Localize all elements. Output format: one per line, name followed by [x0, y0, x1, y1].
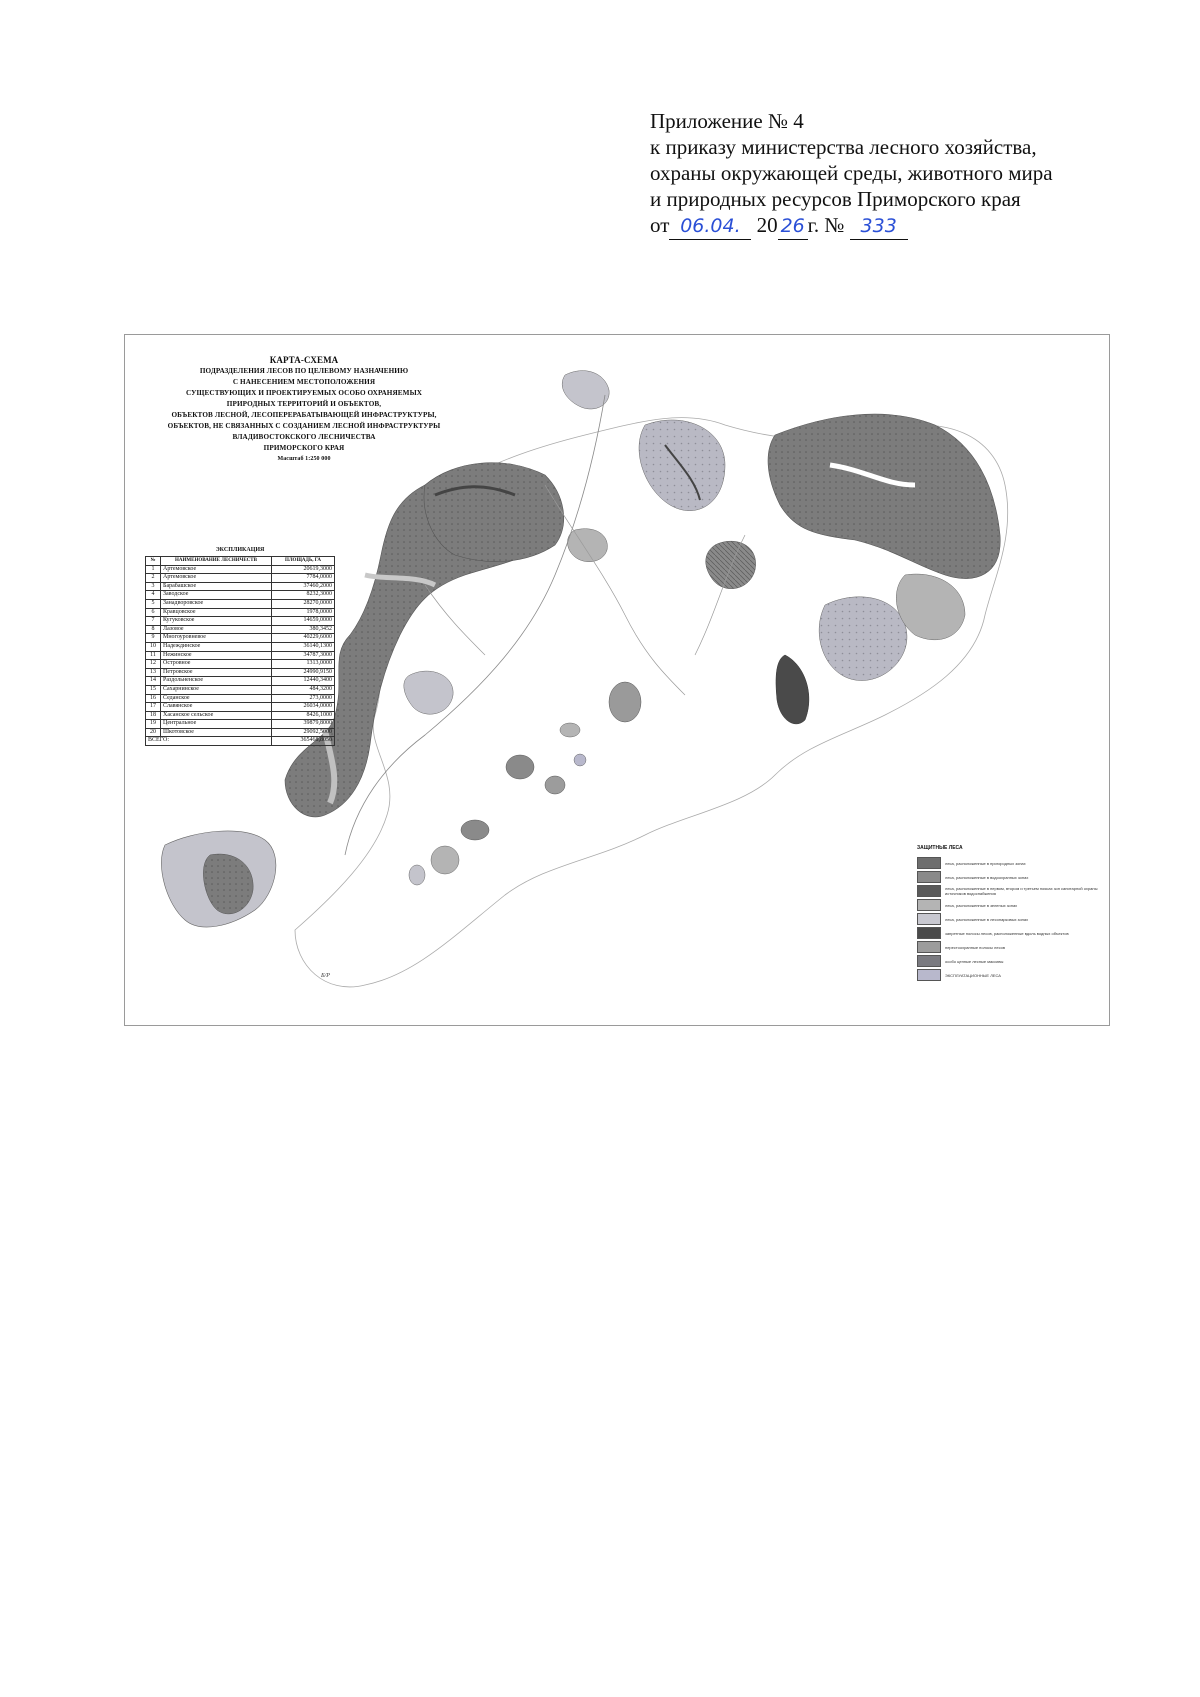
forestry-name: Раздольненское — [161, 677, 272, 686]
row-number: 5 — [146, 599, 161, 608]
legend-swatch — [917, 899, 941, 911]
legend-item — [917, 912, 1107, 926]
area-value: 26034,0000 — [272, 703, 335, 712]
table-row — [146, 728, 335, 737]
table-row — [146, 685, 335, 694]
date-prefix: от — [650, 213, 670, 237]
map-title-line: ОБЪЕКТОВ ЛЕСНОЙ, ЛЕСОПЕРЕРАБАТЫВАЮЩЕЙ ИНФРАСТРУКТУРЫ, — [171, 411, 437, 419]
forestry-name: Заводское — [161, 591, 272, 600]
table-row — [146, 694, 335, 703]
row-number: 2 — [146, 574, 161, 583]
row-number: 1 — [146, 565, 161, 574]
legend-item — [917, 926, 1107, 940]
legend-title: ЗАЩИТНЫЕ ЛЕСА — [917, 845, 963, 851]
area-value: 36140,1300 — [272, 642, 335, 651]
forestry-name: Кравцовское — [161, 608, 272, 617]
map-legend — [917, 845, 1107, 982]
forestry-name: Артемовское — [161, 565, 272, 574]
map-title-line: ОБЪЕКТОВ, НЕ СВЯЗАННЫХ С СОЗДАНИЕМ ЛЕСНОЙ ИНФРАСТРУКТУРЫ — [167, 422, 441, 430]
map-title-line: С НАНЕСЕНИЕМ МЕСТОПОЛОЖЕНИЯ — [232, 378, 376, 386]
legend-label: запретные полосы лесов, расположенные вдоль водных объектов — [945, 930, 1069, 936]
forestry-name: Островное — [161, 660, 272, 669]
row-number: 9 — [146, 634, 161, 643]
row-number: 11 — [146, 651, 161, 660]
table-row — [146, 720, 335, 729]
map-title: КАРТА-СХЕМА — [269, 355, 339, 365]
legend-swatch — [917, 941, 941, 953]
legend-swatch — [917, 969, 941, 981]
row-number: 3 — [146, 582, 161, 591]
table-row — [146, 634, 335, 643]
row-number: 18 — [146, 711, 161, 720]
legend-items — [917, 856, 1107, 982]
area-value: 40229,6000 — [272, 634, 335, 643]
appendix-number: Приложение № 4 — [650, 109, 804, 133]
explication-table-block — [145, 547, 335, 746]
legend-item — [917, 940, 1107, 954]
order-date-line — [650, 212, 1170, 240]
area-value: 8232,3000 — [272, 591, 335, 600]
row-number: 10 — [146, 642, 161, 651]
forestry-name: Славянское — [161, 703, 272, 712]
handwritten-year: 26 — [778, 213, 808, 240]
area-value: 28270,0000 — [272, 599, 335, 608]
row-number: 8 — [146, 625, 161, 634]
area-value: 1978,0000 — [272, 608, 335, 617]
forestry-name: Лазовое — [161, 625, 272, 634]
forestry-name: Седанское — [161, 694, 272, 703]
explication-title: ЭКСПЛИКАЦИЯ — [215, 547, 265, 553]
table-row — [146, 711, 335, 720]
order-number-mark: г. № — [807, 213, 845, 237]
table-row — [146, 642, 335, 651]
table-row — [146, 625, 335, 634]
forestry-name: Сахарнинское — [161, 685, 272, 694]
column-header: № — [146, 557, 161, 566]
handwritten-date: 06.04. — [669, 213, 751, 240]
row-number: 19 — [146, 720, 161, 729]
area-value: 37460,2000 — [272, 582, 335, 591]
row-number: 17 — [146, 703, 161, 712]
map-scale: Масштаб 1:250 000 — [277, 456, 331, 462]
map-title-line: ПОДРАЗДЕЛЕНИЯ ЛЕСОВ ПО ЦЕЛЕВОМУ НАЗНАЧЕНИЮ — [199, 367, 409, 375]
area-value: 8426,1000 — [272, 711, 335, 720]
appendix-line-2: к приказу министерства лесного хозяйства, — [650, 135, 1037, 159]
row-number: 16 — [146, 694, 161, 703]
explication-table-body — [146, 565, 335, 737]
row-number: 7 — [146, 617, 161, 626]
forestry-name: Шкотовское — [161, 728, 272, 737]
map-scheme — [124, 334, 1110, 1026]
appendix-line-3: охраны окружающей среды, животного мира — [650, 161, 1053, 185]
map-title-block — [139, 355, 469, 465]
legend-label: особо ценные лесные массивы — [945, 958, 1004, 964]
map-note: Б/Р — [321, 973, 330, 979]
legend-label: ЭКСПЛУАТАЦИОННЫЕ ЛЕСА — [945, 972, 1001, 978]
row-number: 12 — [146, 660, 161, 669]
legend-swatch — [917, 927, 941, 939]
area-value: 24990,9150 — [272, 668, 335, 677]
map-title-line: ПРИРОДНЫХ ТЕРРИТОРИЙ И ОБЪЕКТОВ, — [226, 400, 382, 408]
row-number: 4 — [146, 591, 161, 600]
appendix-line-4: и природных ресурсов Приморского края — [650, 187, 1021, 211]
area-value: 34787,3000 — [272, 651, 335, 660]
legend-label: леса, расположенные в лесопарковых зонах — [945, 916, 1029, 922]
table-total-row — [146, 737, 335, 746]
row-number: 14 — [146, 677, 161, 686]
legend-label: леса, расположенные в зеленых зонах — [945, 902, 1018, 908]
legend-item — [917, 954, 1107, 968]
area-value: 7784,0000 — [272, 574, 335, 583]
legend-swatch — [917, 913, 941, 925]
table-row — [146, 582, 335, 591]
area-value: 12440,3400 — [272, 677, 335, 686]
legend-swatch — [917, 885, 941, 897]
table-row — [146, 703, 335, 712]
table-header-row — [146, 557, 335, 566]
legend-item — [917, 898, 1107, 912]
table-row — [146, 617, 335, 626]
legend-label: леса, расположенные в пригородных зонах — [945, 860, 1026, 866]
map-title-line: ПРИМОРСКОГО КРАЯ — [263, 444, 345, 452]
table-row — [146, 677, 335, 686]
area-value: 484,3200 — [272, 685, 335, 694]
table-row — [146, 660, 335, 669]
area-value: 273,0000 — [272, 694, 335, 703]
legend-item — [917, 884, 1107, 898]
area-value: 29092,5000 — [272, 728, 335, 737]
forestry-name: Многоуровневое — [161, 634, 272, 643]
legend-swatch — [917, 955, 941, 967]
area-value: 39879,8000 — [272, 720, 335, 729]
legend-item — [917, 870, 1107, 884]
row-number: 15 — [146, 685, 161, 694]
area-value: 14659,0000 — [272, 617, 335, 626]
forestry-name: Хасанское сельское — [161, 711, 272, 720]
forestry-name: Петровское — [161, 668, 272, 677]
forestry-name: Нежинское — [161, 651, 272, 660]
legend-label: леса, расположенные в водоохранных зонах — [945, 874, 1029, 880]
forestry-name: Занадворовское — [161, 599, 272, 608]
map-title-line: ВЛАДИВОСТОКСКОГО ЛЕСНИЧЕСТВА — [232, 433, 376, 441]
total-value: 365468,8050 — [272, 737, 335, 746]
table-row — [146, 608, 335, 617]
year-prefix: 20 — [756, 213, 778, 237]
row-number: 13 — [146, 668, 161, 677]
legend-swatch — [917, 871, 941, 883]
column-header: ПЛОЩАДЬ, ГА — [272, 557, 335, 566]
legend-label: леса, расположенные в первом, втором и третьем поясах зон санитарной охраны источников водоснабжения — [945, 886, 1098, 896]
handwritten-order-number: 333 — [850, 213, 908, 240]
forestry-name: Барабашское — [161, 582, 272, 591]
forestry-name: Артемовское — [161, 574, 272, 583]
legend-label: нерестоохранные полосы лесов — [945, 944, 1005, 950]
area-value: 20619,3000 — [272, 565, 335, 574]
area-value: 1313,0000 — [272, 660, 335, 669]
table-row — [146, 668, 335, 677]
row-number: 6 — [146, 608, 161, 617]
table-row — [146, 565, 335, 574]
forestry-name: Кугуковское — [161, 617, 272, 626]
legend-swatch — [917, 857, 941, 869]
area-value: 380,3452 — [272, 625, 335, 634]
total-label: ВСЕГО: — [146, 737, 272, 746]
forestry-name: Надеждинское — [161, 642, 272, 651]
row-number: 20 — [146, 728, 161, 737]
document-header — [650, 108, 1170, 240]
table-row — [146, 651, 335, 660]
table-row — [146, 591, 335, 600]
legend-item — [917, 968, 1107, 982]
forestry-name: Центральное — [161, 720, 272, 729]
table-row — [146, 599, 335, 608]
column-header: НАИМЕНОВАНИЕ ЛЕСНИЧЕСТВ — [161, 557, 272, 566]
legend-item — [917, 856, 1107, 870]
explication-table — [145, 556, 335, 746]
map-title-line: СУЩЕСТВУЮЩИХ И ПРОЕКТИРУЕМЫХ ОСОБО ОХРАНЯЕМЫХ — [185, 389, 423, 397]
table-row — [146, 574, 335, 583]
